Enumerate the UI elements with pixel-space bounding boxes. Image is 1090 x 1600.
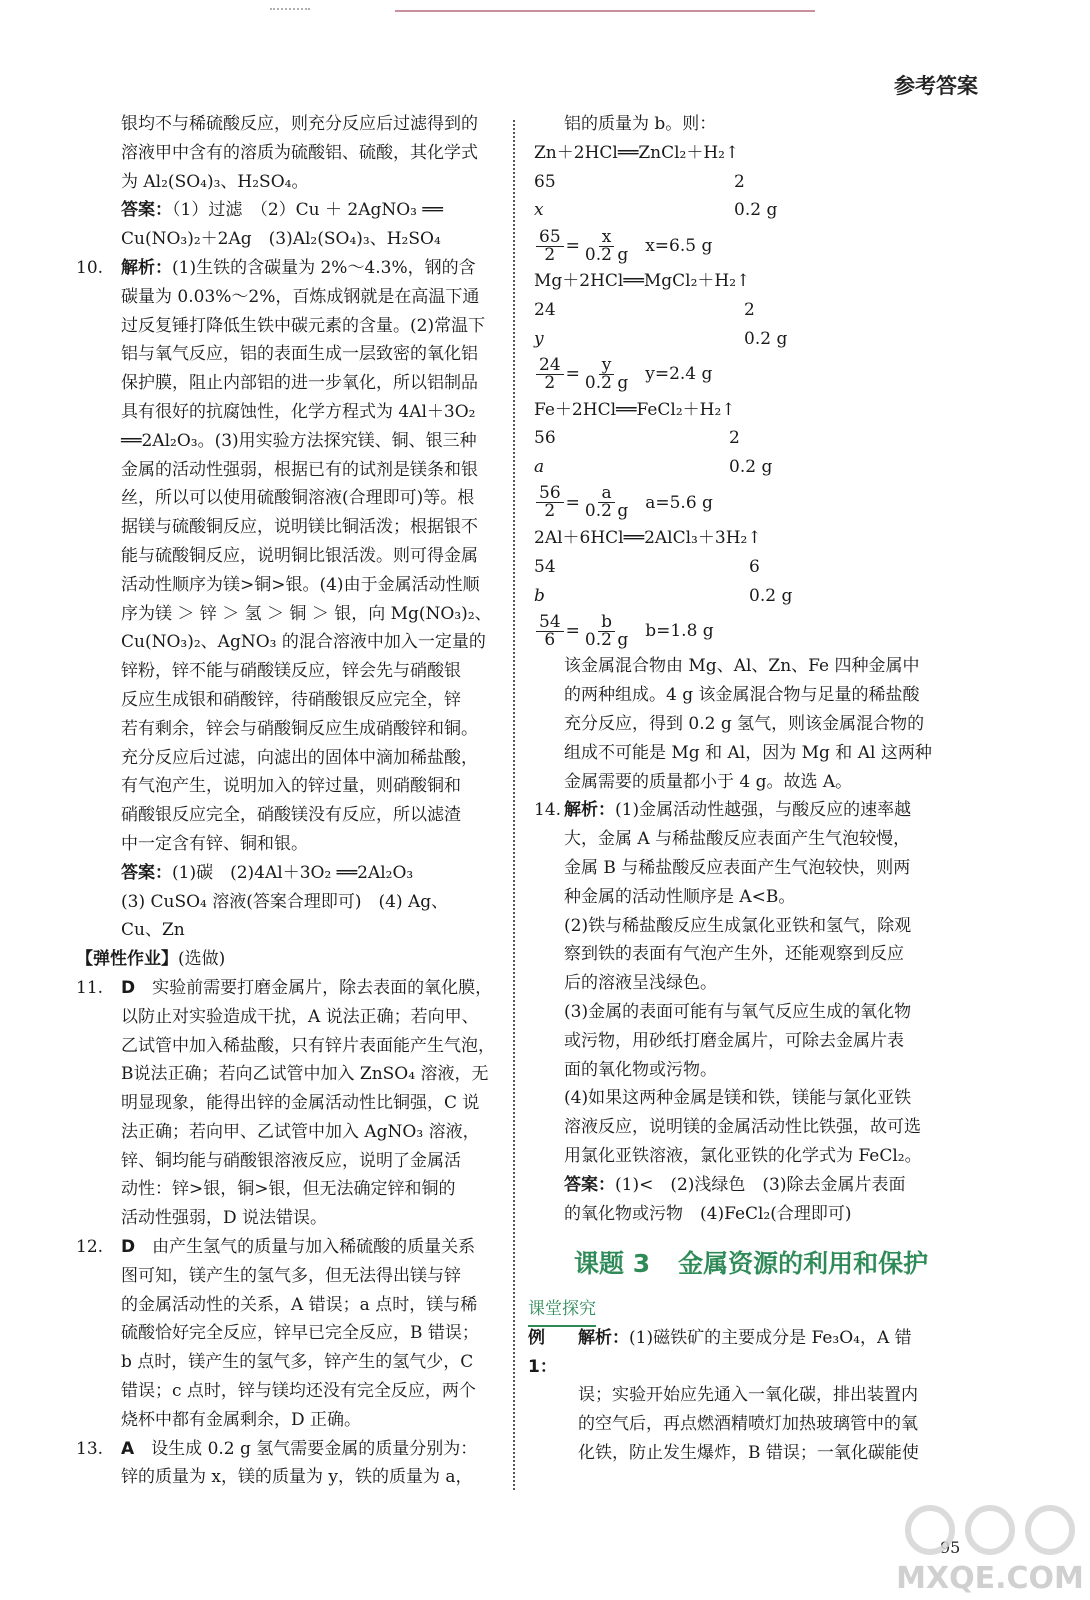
proportion-row: $\frac{24}{2}$ = $\frac{y}{0.2 g}$ y=2.4 g bbox=[534, 354, 984, 396]
text-line: 或污物，用砂纸打磨金属片，可除去金属片表 bbox=[564, 1030, 904, 1051]
text-line: 设生成 0.2 g 氢气需要金属的质量分别为： bbox=[151, 1438, 478, 1459]
text-line: 碳量为 0.03%～2%，百炼成钢就是在高温下通 bbox=[121, 286, 480, 307]
text-line: 丝，所以可以使用硫酸铜溶液(合理即可)等。根 bbox=[121, 488, 475, 509]
question-13 bbox=[76, 1435, 496, 1493]
question-10 bbox=[76, 254, 496, 945]
q10-answer-line-3: Cu、Zn bbox=[121, 920, 185, 941]
text-line: 以防止对实验造成干扰，A 说法正确；若向甲、 bbox=[121, 1006, 479, 1027]
unknown-var: x bbox=[534, 200, 544, 221]
proportion-row: $\frac{54}{6}$ = $\frac{b}{0.2 g}$ b=1.8 g bbox=[534, 610, 984, 652]
result: y=2.4 g bbox=[645, 364, 713, 385]
text-line: 图可知，镁产生的氢气多，但无法得出镁与锌 bbox=[121, 1265, 461, 1286]
question-number: 13. bbox=[76, 1438, 104, 1459]
choice-letter: D bbox=[121, 977, 136, 998]
text-line: 保护膜，阻止内部铝的进一步氧化，所以铝制品 bbox=[121, 373, 478, 394]
text-line: 察到铁的表面有气泡产生外，还能观察到反应 bbox=[564, 944, 904, 965]
question-11 bbox=[76, 974, 496, 1233]
header-dotted-decoration bbox=[270, 8, 310, 10]
unknown-var: y bbox=[534, 328, 544, 349]
text-line: 大，金属 A 与稀盐酸反应表面产生气泡较慢， bbox=[564, 829, 911, 850]
question-14 bbox=[534, 796, 984, 1228]
numerator: a bbox=[598, 485, 614, 503]
text-line: Cu(NO₃)₂、AgNO₃ 的混合溶液中加入一定量的 bbox=[121, 632, 486, 653]
question-number: 14. bbox=[534, 800, 562, 821]
text-line: 充分反应，得到 0.2 g 氢气，则该金属混合物的 bbox=[564, 713, 925, 734]
section-number: 课题 3 bbox=[574, 1249, 651, 1279]
text-line: 银均不与稀硫酸反应，则充分反应后过滤得到的 bbox=[121, 114, 478, 134]
text-line: 烧杯中都有金属剩余，D 正确。 bbox=[121, 1409, 362, 1430]
answer-label: 答案： bbox=[564, 1174, 615, 1195]
q12-first-line bbox=[121, 1233, 475, 1262]
denominator: 0.2 g bbox=[584, 629, 629, 650]
text-line: (4)如果这两种金属是镁和铁，镁能与氯化亚铁 bbox=[564, 1088, 912, 1109]
denominator: 6 bbox=[544, 629, 556, 650]
denominator: 0.2 g bbox=[584, 501, 629, 522]
unknown-var: a bbox=[534, 457, 545, 478]
text-line: (2)铁与稀盐酸反应生成氯化亚铁和氢气，除观 bbox=[564, 915, 912, 936]
molar-mass: 54 bbox=[534, 556, 556, 577]
ex1-first-line bbox=[578, 1324, 912, 1353]
text-line: 充分反应后过滤，向滤出的固体中滴加稀盐酸， bbox=[121, 747, 478, 768]
denominator: 2 bbox=[544, 244, 556, 265]
section-name: 金属资源的利用和保护 bbox=[678, 1249, 929, 1279]
equation-mg: Mg＋2HCl══MgCl₂＋H₂↑ bbox=[534, 271, 751, 292]
numerator: y bbox=[599, 357, 615, 375]
answer-label: 答案： bbox=[121, 200, 172, 221]
text-line: 活动性顺序为镁>铜>银。(4)由于金属活动性顺 bbox=[121, 574, 480, 595]
q10-answer-line-2: (3) CuSO₄ 溶液(答案合理即可) (4) Ag、 bbox=[121, 891, 449, 912]
mass-ratio-row bbox=[534, 424, 984, 453]
text-line: 乙试管中加入稀盐酸，只有锌片表面能产生气泡， bbox=[121, 1035, 495, 1056]
text-line: 溶液反应，说明镁的金属活动性比铁强，故可选 bbox=[564, 1117, 921, 1138]
text-line: b 点时，镁产生的氢气多，锌产生的氢气少，C bbox=[121, 1352, 474, 1373]
text-line: 铝的质量为 b。则： bbox=[564, 114, 717, 134]
unknown-row bbox=[534, 453, 984, 482]
answer-text: (1)< (2)浅绿色 (3)除去金属片表面 bbox=[615, 1174, 906, 1195]
left-column bbox=[76, 110, 496, 1492]
fraction bbox=[582, 226, 631, 265]
denominator: 0.2 g bbox=[584, 244, 629, 265]
text-line: 法正确；若向甲、乙试管中加入 AgNO₃ 溶液， bbox=[121, 1121, 480, 1142]
question-number: 10. bbox=[76, 257, 104, 278]
classroom-explore-heading bbox=[528, 1295, 984, 1324]
text-line: (1)生铁的含碳量为 2%～4.3%，钢的含 bbox=[172, 257, 476, 278]
text-line: 误；实验开始应先通入一氧化碳，排出装置内 bbox=[578, 1385, 918, 1406]
result: a=5.6 g bbox=[645, 492, 713, 513]
denominator: 0.2 g bbox=[584, 373, 629, 394]
q14-first-line bbox=[564, 796, 911, 825]
question-number: 12. bbox=[76, 1237, 104, 1258]
q14-answer-line-2: 的氧化物或污物 (4)FeCl₂(合理即可) bbox=[564, 1203, 852, 1224]
text-line: 铝与氧气反应，铝的表面生成一层致密的氧化铝 bbox=[121, 344, 478, 365]
text-line: 锌、铜均能与硝酸银溶液反应，说明了金属活 bbox=[121, 1150, 461, 1171]
text-line: 序为镁 ＞ 锌 ＞ 氢 ＞ 铜 ＞ 银，向 Mg(NO₃)₂、 bbox=[121, 603, 492, 624]
equation-al: 2Al＋6HCl══2AlCl₃＋3H₂↑ bbox=[534, 527, 762, 548]
text-line: 种金属的活动性顺序是 A<B。 bbox=[564, 886, 796, 907]
elastic-note: (选做) bbox=[178, 949, 226, 970]
molar-mass: 56 bbox=[534, 428, 556, 449]
numerator: x bbox=[599, 229, 615, 247]
elastic-homework-heading bbox=[76, 945, 496, 974]
text-line: 组成不可能是 Mg 和 Al，因为 Mg 和 Al 这两种 bbox=[564, 742, 932, 763]
equation-fe: Fe＋2HCl══FeCl₂＋H₂↑ bbox=[534, 399, 736, 420]
column-divider bbox=[513, 120, 515, 1490]
fraction bbox=[536, 357, 564, 392]
conclusion-block bbox=[534, 652, 984, 796]
text-line: 中一定含有锌、铜和银。 bbox=[121, 833, 308, 854]
text-line: 活动性强弱，D 说法错误。 bbox=[121, 1208, 328, 1229]
example-1 bbox=[528, 1324, 984, 1468]
q13-first-line bbox=[121, 1435, 477, 1464]
molar-mass: 24 bbox=[534, 299, 556, 320]
h2-mass: 0.2 g bbox=[734, 200, 778, 221]
numerator: 24 bbox=[536, 357, 564, 375]
text-line: 动性：锌>银，铜>银，但无法确定锌和铜的 bbox=[121, 1179, 456, 1200]
text-line: 的金属活动性的关系，A 错误；a 点时，镁与稀 bbox=[121, 1294, 478, 1315]
q14-answer-line bbox=[564, 1171, 984, 1200]
unknown-row bbox=[534, 196, 984, 225]
header-rule bbox=[395, 10, 815, 12]
text-line: 由产生氢气的质量与加入稀硫酸的质量关系 bbox=[152, 1237, 476, 1258]
text-line: 有气泡产生，说明加入的锌过量，则硝酸铜和 bbox=[121, 776, 461, 797]
q10-answer-line bbox=[121, 859, 496, 888]
watermark-logo bbox=[890, 1485, 1090, 1600]
q10-first-line bbox=[121, 254, 476, 283]
text-line: 能与硫酸铜反应，说明铜比银活泼。则可得金属 bbox=[121, 545, 478, 566]
intro-block bbox=[76, 110, 496, 254]
text-line: 过反复锤打降低生铁中碳元素的含量。(2)常温下 bbox=[121, 315, 486, 336]
question-12 bbox=[76, 1233, 496, 1435]
numerator: b bbox=[598, 614, 615, 632]
proportion-row: $\frac{56}{2}$ = $\frac{a}{0.2 g}$ a=5.6 g bbox=[534, 482, 984, 524]
numerator: 65 bbox=[536, 229, 564, 247]
text-line: 面的氧化物或污物。 bbox=[564, 1059, 717, 1080]
right-column bbox=[528, 110, 984, 1468]
text-line: 的空气后，再点燃酒精喷灯加热玻璃管中的氧 bbox=[578, 1414, 918, 1435]
text-line: 错误；c 点时，锌与镁均还没有完全反应，两个 bbox=[121, 1381, 476, 1402]
text-line: (1)金属活动性越强，与酸反应的速率越 bbox=[615, 800, 912, 821]
mass-ratio-row bbox=[534, 168, 984, 197]
answer-text: （1）过滤 （2）Cu ＋ 2AgNO₃ ══ bbox=[172, 200, 443, 221]
analysis-label: 解析： bbox=[121, 257, 172, 278]
answer-label: 答案： bbox=[121, 862, 172, 883]
molar-mass-h2: 6 bbox=[749, 556, 760, 577]
unknown-row bbox=[534, 325, 984, 354]
example-label-wrap bbox=[528, 1324, 578, 1382]
analysis-label: 解析： bbox=[564, 800, 615, 821]
equation-zn: Zn＋2HCl══ZnCl₂＋H₂↑ bbox=[534, 142, 740, 163]
unknown-var: b bbox=[534, 585, 545, 606]
running-header: 参考答案 bbox=[894, 74, 978, 98]
fraction bbox=[536, 611, 564, 650]
example-label: 例 1： bbox=[528, 1327, 557, 1377]
text-line: 明显现象，能得出锌的金属活动性比铜强，C 说 bbox=[121, 1093, 480, 1114]
text-line: 实验前需要打磨金属片，除去表面的氧化膜， bbox=[152, 977, 493, 998]
text-line: 用氯化亚铁溶液，氯化亚铁的化学式为 FeCl₂。 bbox=[564, 1145, 922, 1166]
text-line: 后的溶液呈浅绿色。 bbox=[564, 973, 717, 994]
analysis-label: 解析： bbox=[578, 1327, 629, 1348]
text-line: 的两种组成。4 g 该金属混合物与足量的稀盐酸 bbox=[564, 685, 920, 706]
result: x=6.5 g bbox=[645, 235, 713, 256]
text-line: (1)磁铁矿的主要成分是 Fe₃O₄，A 错 bbox=[629, 1327, 912, 1348]
denominator: 2 bbox=[544, 373, 556, 394]
text-line: 化铁，防止发生爆炸，B 错误；一氧化碳能使 bbox=[578, 1443, 919, 1464]
section-title bbox=[574, 1250, 984, 1279]
page-number: 95 bbox=[940, 1538, 961, 1557]
text-line: 具有很好的抗腐蚀性，化学方程式为 4Al＋3O₂ bbox=[121, 401, 476, 422]
text-line: ══2Al₂O₃。(3)用实验方法探究镁、铜、银三种 bbox=[121, 430, 477, 451]
answer-text: (1)碳 (2)4Al＋3O₂ ══2Al₂O₃ bbox=[172, 862, 414, 883]
molar-mass-h2: 2 bbox=[734, 171, 745, 192]
h2-mass: 0.2 g bbox=[729, 457, 773, 478]
fraction bbox=[536, 485, 564, 520]
text-line: 金属需要的质量都小于 4 g。故选 A。 bbox=[564, 771, 853, 792]
h2-mass: 0.2 g bbox=[744, 328, 788, 349]
text-line: (3)金属的表面可能有与氧气反应生成的氧化物 bbox=[564, 1001, 912, 1022]
text-line: B说法正确；若向乙试管中加入 ZnSO₄ 溶液，无 bbox=[121, 1064, 489, 1085]
mass-ratio-row bbox=[534, 296, 984, 325]
mass-ratio-row bbox=[534, 553, 984, 582]
fraction bbox=[536, 226, 564, 265]
text-line: 锌粉，锌不能与硝酸镁反应，锌会先与硝酸银 bbox=[121, 661, 461, 682]
numerator: 54 bbox=[536, 614, 564, 632]
elastic-title: 【弹性作业】 bbox=[76, 949, 178, 970]
question-number: 11. bbox=[76, 977, 104, 998]
fraction bbox=[582, 357, 631, 392]
text-line: 金属的活动性强弱，根据已有的试剂是镁条和银 bbox=[121, 459, 478, 480]
intro-answer-line-2: Cu(NO₃)₂＋2Ag (3)Al₂(SO₄)₃、H₂SO₄ bbox=[121, 229, 441, 250]
text-line: 锌的质量为 x，镁的质量为 y，铁的质量为 a， bbox=[121, 1467, 473, 1488]
result: b=1.8 g bbox=[645, 620, 714, 641]
molar-mass-h2: 2 bbox=[729, 428, 740, 449]
unknown-row bbox=[534, 582, 984, 611]
choice-letter: A bbox=[121, 1438, 135, 1459]
numerator: 56 bbox=[536, 485, 564, 503]
text-line: 为 Al₂(SO₄)₃、H₂SO₄。 bbox=[121, 171, 309, 192]
text-line: 硫酸恰好完全反应，锌早已完全反应，B 错误； bbox=[121, 1323, 479, 1344]
text-line: 金属 B 与稀盐酸反应表面产生气泡较快，则两 bbox=[564, 857, 911, 878]
text-line: 硝酸银反应完全，硝酸镁没有反应，所以滤渣 bbox=[121, 805, 461, 826]
intro-answer-line bbox=[121, 196, 496, 225]
denominator: 2 bbox=[544, 501, 556, 522]
text-line: 若有剩余，锌会与硝酸铜反应生成硝酸锌和铜。 bbox=[121, 718, 478, 739]
proportion-row: $\frac{65}{2}$ = $\frac{x}{0.2 g}$ x=6.5 g bbox=[534, 225, 984, 267]
h2-mass: 0.2 g bbox=[749, 585, 793, 606]
molar-mass-h2: 2 bbox=[744, 299, 755, 320]
q11-first-line bbox=[121, 974, 492, 1003]
choice-letter: D bbox=[121, 1237, 136, 1258]
text-line: 反应生成银和硝酸锌，待硝酸银反应完全，锌 bbox=[121, 689, 461, 710]
classroom-explore-label: 课堂探究 bbox=[528, 1295, 596, 1327]
text-line: 溶液甲中含有的溶质为硫酸铝、硫酸，其化学式 bbox=[121, 142, 478, 163]
text-line: 据镁与硫酸铜反应，说明镁比铜活泼；根据银不 bbox=[121, 517, 478, 538]
fraction bbox=[582, 485, 631, 520]
watermark-text: MXQE.COM bbox=[896, 1561, 1084, 1596]
fraction bbox=[582, 611, 631, 650]
molar-mass: 65 bbox=[534, 171, 556, 192]
text-line: 该金属混合物由 Mg、Al、Zn、Fe 四种金属中 bbox=[564, 656, 920, 677]
